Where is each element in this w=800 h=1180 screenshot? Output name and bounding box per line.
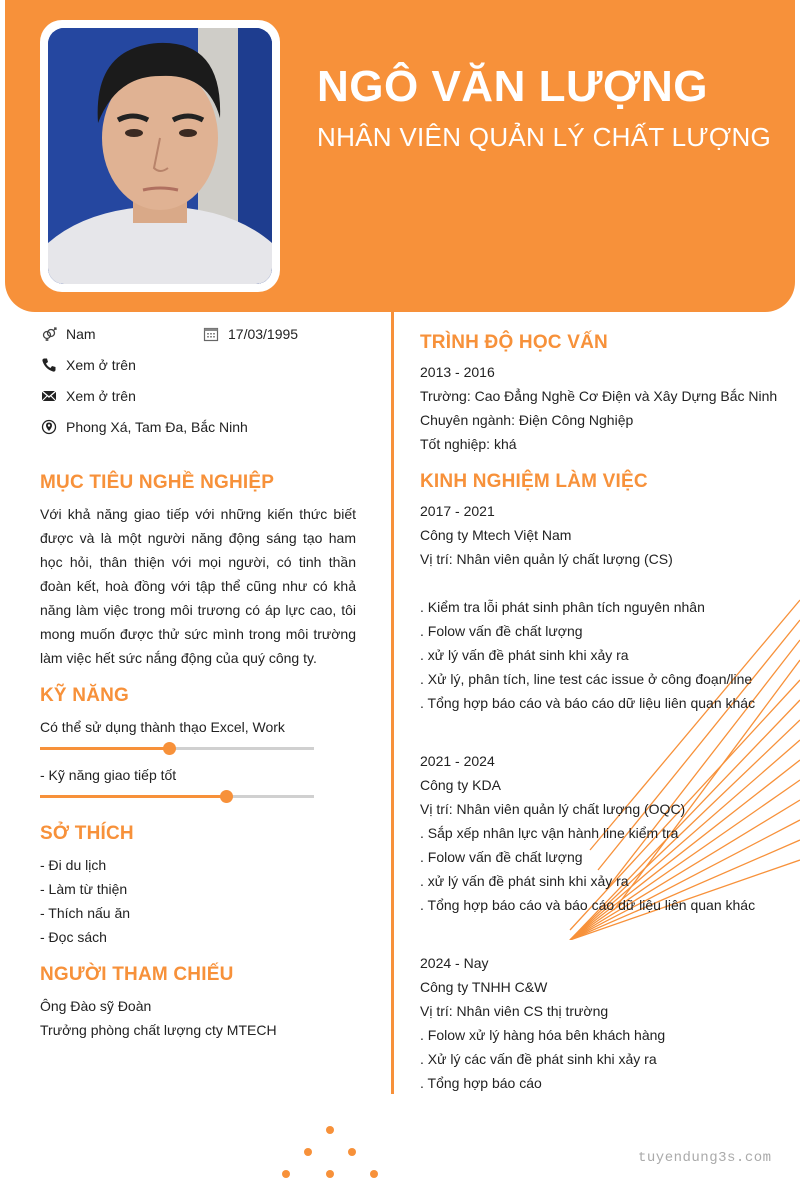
job-task: . Folow vấn đề chất lượng bbox=[420, 623, 583, 639]
header-banner bbox=[5, 0, 795, 312]
address-value: Phong Xá, Tam Đa, Bắc Ninh bbox=[66, 419, 248, 435]
job-company: Công ty Mtech Việt Nam bbox=[420, 527, 572, 543]
birthday-value: 17/03/1995 bbox=[228, 326, 299, 342]
watermark: tuyendung3s.com bbox=[638, 1150, 772, 1166]
gender-icon bbox=[40, 325, 58, 343]
job-task: . xử lý vấn đề phát sinh khi xảy ra bbox=[420, 873, 629, 889]
job-task: . Tổng hợp báo cáo bbox=[420, 1075, 542, 1091]
skills-heading: KỸ NĂNG bbox=[40, 685, 130, 706]
hobby-item: - Thích nấu ăn bbox=[40, 905, 131, 921]
references-heading: NGƯỜI THAM CHIẾU bbox=[40, 964, 234, 985]
email-icon bbox=[40, 387, 58, 405]
info-email bbox=[40, 387, 136, 405]
skill-level-bar bbox=[40, 795, 314, 798]
email-value: Xem ở trên bbox=[66, 388, 136, 404]
hobby-item: - Làm từ thiện bbox=[40, 881, 128, 897]
job-period: 2017 - 2021 bbox=[420, 503, 495, 519]
skill-level-knob bbox=[220, 790, 233, 803]
photo-frame bbox=[40, 20, 280, 292]
job-company: Công ty TNHH C&W bbox=[420, 979, 548, 995]
education-period: 2013 - 2016 bbox=[420, 364, 495, 380]
decor-dot bbox=[304, 1148, 312, 1156]
info-phone bbox=[40, 356, 136, 374]
job-task: . Xử lý, phân tích, line test các issue ở công đoạn/line bbox=[420, 671, 753, 687]
job-task: . xử lý vấn đề phát sinh khi xảy ra bbox=[420, 647, 629, 663]
job-period: 2021 - 2024 bbox=[420, 753, 495, 769]
profile-photo bbox=[48, 28, 272, 284]
objective-text: Với khả năng giao tiếp với những kiến thức biết được và là một người năng động sáng tạo ham học hỏi, thân thiện với mọi người, có tinh thần đoàn kết, hoà đồng với tập thể cũng như có khả năng làm việc trong môi trương có áp lực cao, tôi mong muốn được thử sức mình trong môi trường làm việc hết sức nắng động của quý công ty. bbox=[40, 506, 356, 666]
skill-level-knob bbox=[163, 742, 176, 755]
location-icon bbox=[40, 418, 58, 436]
hobby-item: - Đọc sách bbox=[40, 929, 107, 945]
decor-dot bbox=[282, 1170, 290, 1178]
gender-value: Nam bbox=[66, 326, 96, 342]
decor-dot bbox=[370, 1170, 378, 1178]
education-heading: TRÌNH ĐỘ HỌC VẤN bbox=[420, 332, 608, 353]
candidate-name: NGÔ VĂN LƯỢNG bbox=[317, 62, 708, 111]
skill-level-fill bbox=[40, 795, 226, 798]
job-task: . Tổng hợp báo cáo và báo cáo dữ liệu liên quan khác bbox=[420, 897, 756, 913]
job-position: Vị trí: Nhân viên quản lý chất lượng (CS) bbox=[420, 551, 673, 567]
education-school: Trường: Cao Đẳng Nghề Cơ Điện và Xây Dựng Bắc Ninh bbox=[420, 388, 778, 404]
job-position: Vị trí: Nhân viên CS thị trường bbox=[420, 1003, 609, 1019]
job-task: . Sắp xếp nhân lực vận hành line kiểm tra bbox=[420, 825, 679, 841]
portrait-illustration bbox=[48, 28, 272, 284]
skill-label: - Kỹ năng giao tiếp tốt bbox=[40, 767, 177, 783]
skill-level-bar bbox=[40, 747, 314, 750]
decor-stripe bbox=[570, 840, 800, 940]
column-divider bbox=[391, 312, 394, 1094]
job-task: . Folow xử lý hàng hóa bên khách hàng bbox=[420, 1027, 666, 1043]
job-company: Công ty KDA bbox=[420, 777, 501, 793]
job-position: Vị trí: Nhân viên quản lý chất lượng (OQC) bbox=[420, 801, 686, 817]
job-task: . Folow vấn đề chất lượng bbox=[420, 849, 583, 865]
phone-value: Xem ở trên bbox=[66, 357, 136, 373]
candidate-job-title: NHÂN VIÊN QUẢN LÝ CHẤT LƯỢNG bbox=[317, 122, 772, 152]
decor-stripe bbox=[570, 760, 800, 940]
reference-title: Trưởng phòng chất lượng cty MTECH bbox=[40, 1022, 277, 1038]
decorative-dots bbox=[270, 1120, 390, 1180]
hobbies-heading: SỞ THÍCH bbox=[40, 823, 134, 844]
experience-heading: KINH NGHIỆM LÀM VIỆC bbox=[420, 471, 648, 492]
education-grade: Tốt nghiệp: khá bbox=[420, 436, 517, 452]
objective-heading: MỤC TIÊU NGHỀ NGHIỆP bbox=[40, 472, 275, 493]
skill-level-fill bbox=[40, 747, 169, 750]
info-address bbox=[40, 418, 248, 436]
info-birthday bbox=[202, 325, 298, 343]
job-period: 2024 - Nay bbox=[420, 955, 489, 971]
hobby-item: - Đi du lịch bbox=[40, 857, 107, 873]
info-gender bbox=[40, 325, 96, 343]
calendar-icon bbox=[202, 325, 220, 343]
decor-stripe bbox=[570, 800, 800, 940]
skill-label: Có thể sử dụng thành thạo Excel, Work bbox=[40, 719, 285, 735]
job-task: . Kiểm tra lỗi phát sinh phân tích nguyên nhân bbox=[420, 599, 705, 615]
reference-name: Ông Đào sỹ Đoàn bbox=[40, 998, 152, 1014]
decor-dot bbox=[348, 1148, 356, 1156]
decor-dot bbox=[326, 1126, 334, 1134]
decor-dot bbox=[326, 1170, 334, 1178]
job-task: . Xử lý các vấn đề phát sinh khi xảy ra bbox=[420, 1051, 657, 1067]
education-major: Chuyên ngành: Điện Công Nghiệp bbox=[420, 412, 634, 428]
job-task: . Tổng hợp báo cáo và báo cáo dữ liệu liên quan khác bbox=[420, 695, 756, 711]
phone-icon bbox=[40, 356, 58, 374]
